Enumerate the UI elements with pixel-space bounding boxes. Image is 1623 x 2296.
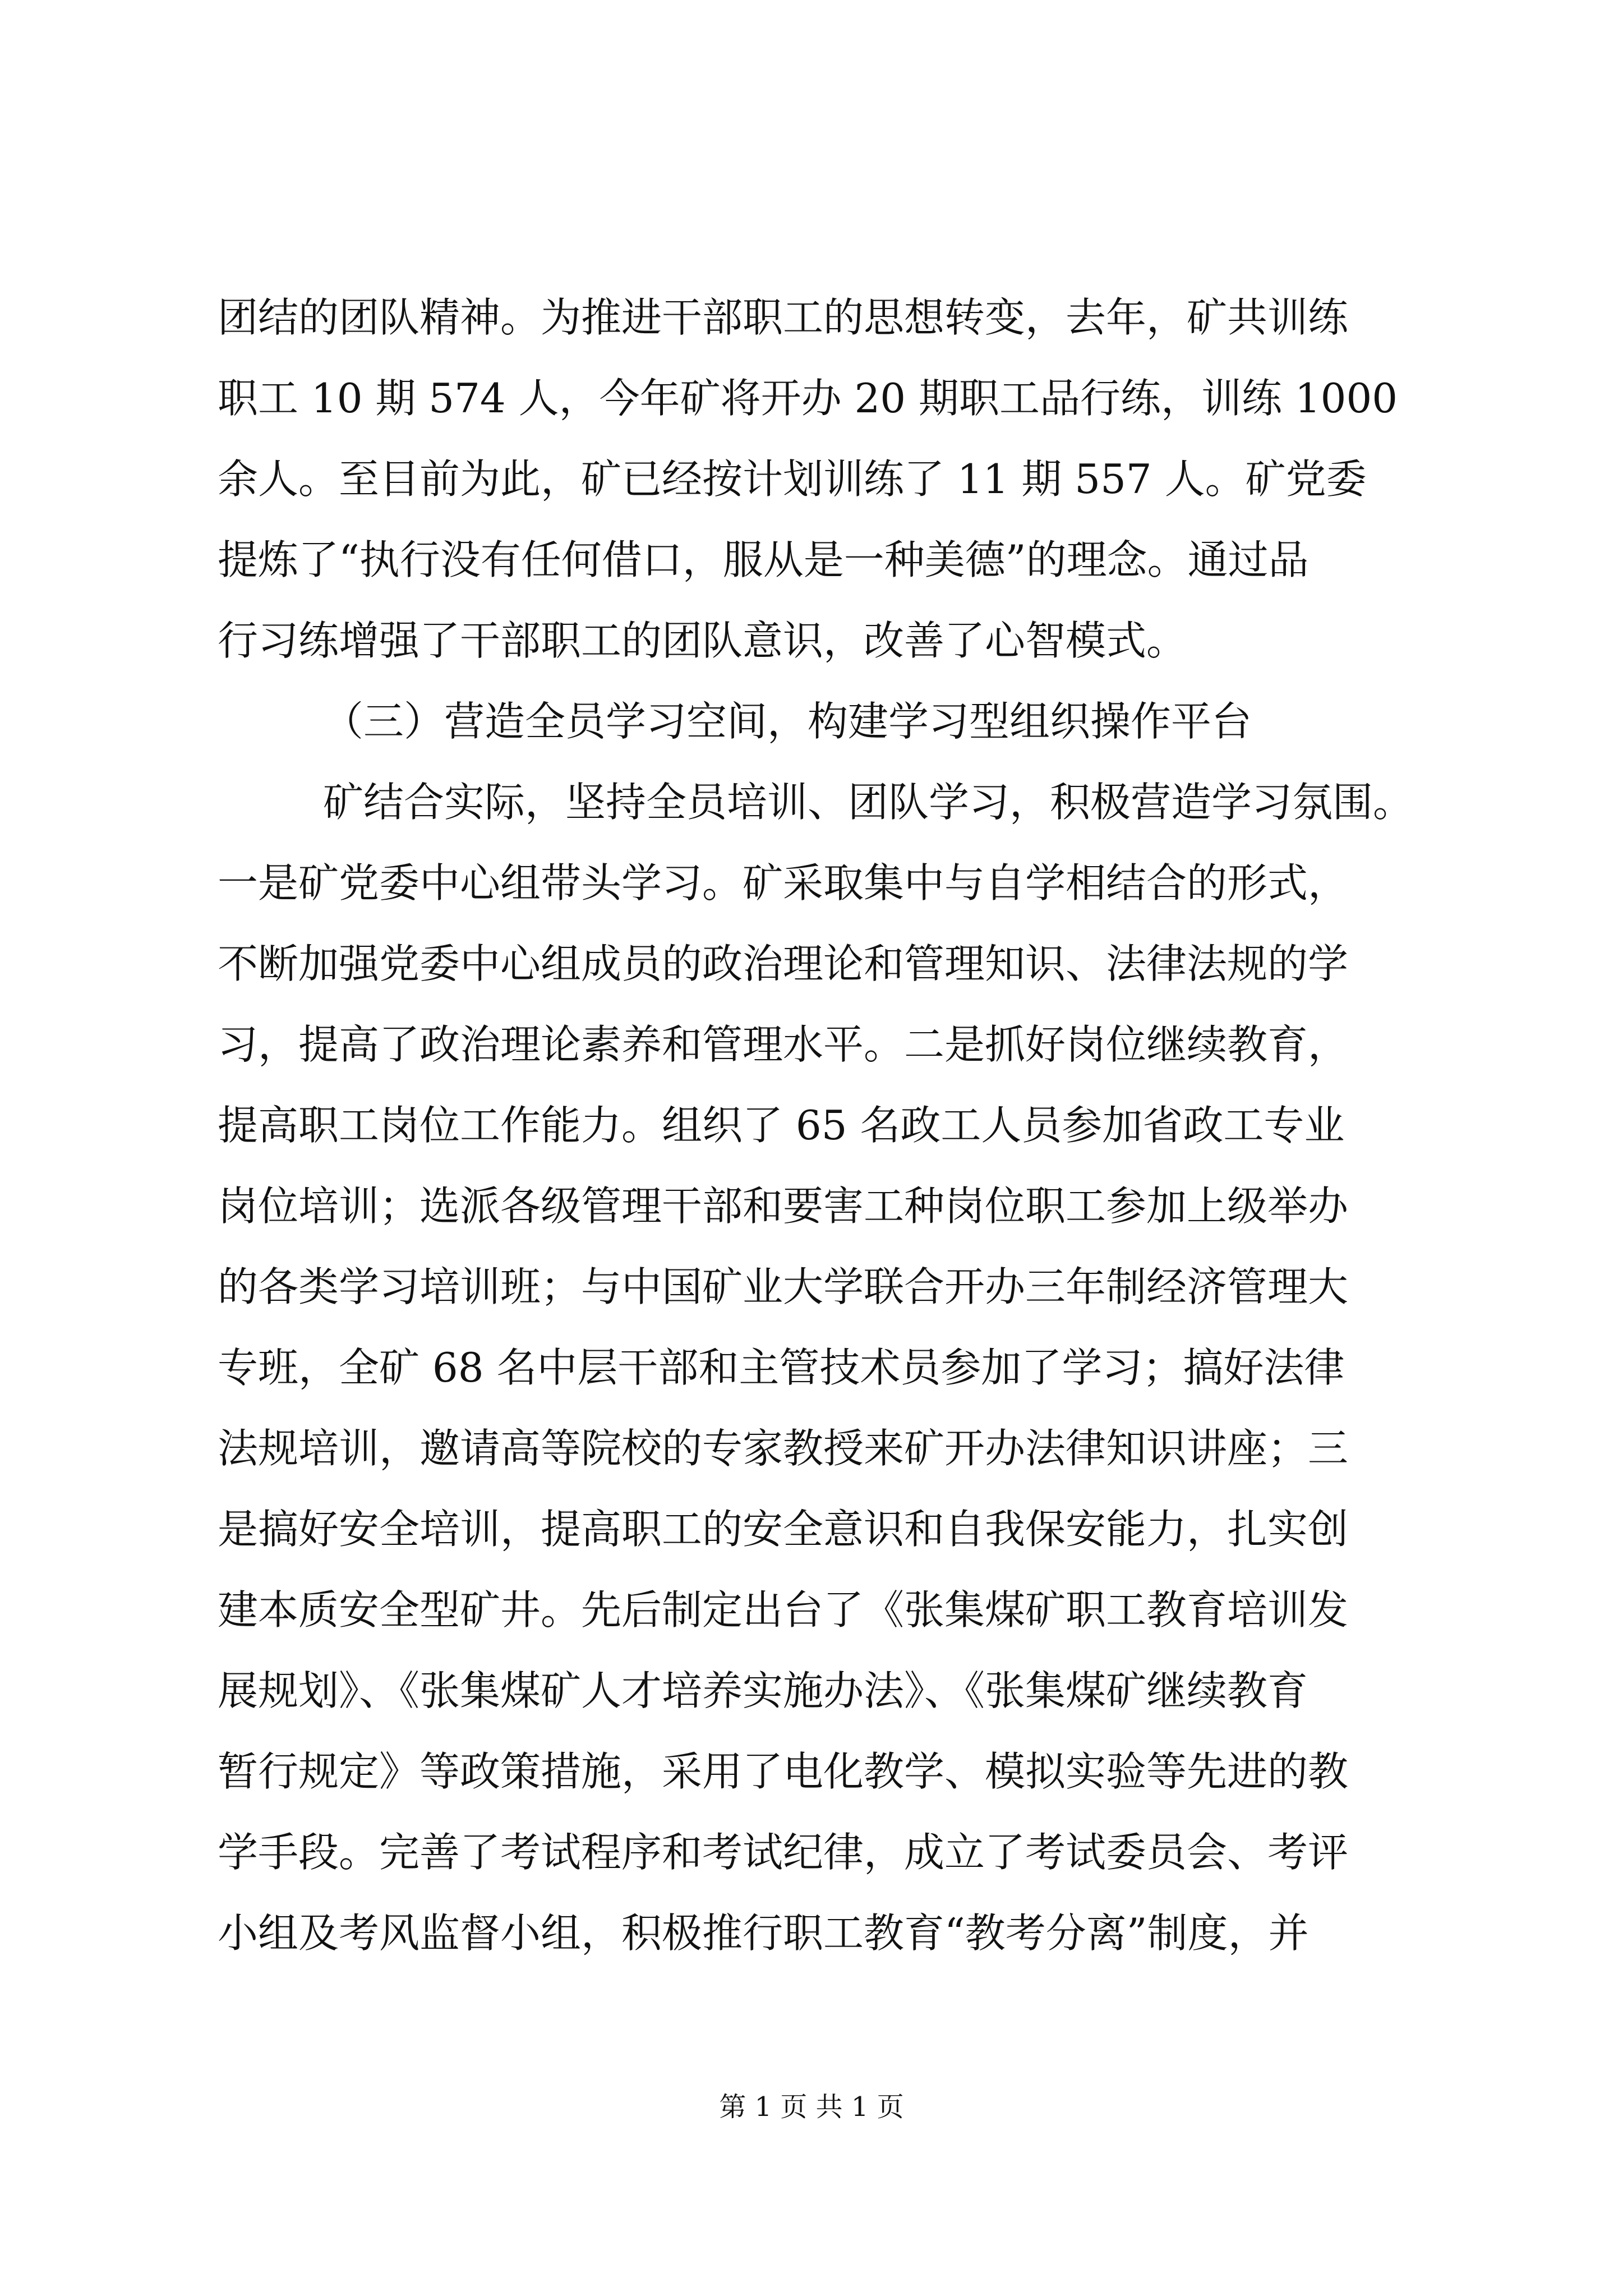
page-number: 第 1 页 共 1 页 xyxy=(719,2091,904,2123)
text-line: 专班，全矿 68 名中层干部和主管技术员参加了学习；搞好法律 xyxy=(218,1344,1345,1391)
text-line: 学手段。完善了考试程序和考试纪律，成立了考试委员会、考评 xyxy=(218,1829,1349,1876)
text-line: 提高职工岗位工作能力。组织了 65 名政工人员参加省政工专业 xyxy=(218,1102,1345,1149)
text-line: 余人。至目前为此，矿已经按计划训练了 11 期 557 人。矿党委 xyxy=(218,455,1367,503)
text-line: 团结的团队精神。为推进干部职工的思想转变，去年，矿共训练 xyxy=(218,294,1349,341)
text-line: 是搞好安全培训，提高职工的安全意识和自我保安能力，扎实创 xyxy=(218,1506,1349,1553)
section-heading: （三）营造全员学习空间，构建学习型组织操作平台 xyxy=(323,698,1252,745)
text-line: 一是矿党委中心组带头学习。矿采取集中与自学相结合的形式， xyxy=(218,859,1349,907)
text-line: 行习练增强了干部职工的团队意识，改善了心智模式。 xyxy=(218,617,1187,664)
page-footer xyxy=(0,2090,1623,2124)
text-line: 岗位培训；选派各级管理干部和要害工种岗位职工参加上级举办 xyxy=(218,1182,1349,1230)
text-line: 法规培训，邀请高等院校的专家教授来矿开办法律知识讲座；三 xyxy=(218,1425,1349,1472)
text-line: 提炼了“执行没有任何借口，服从是一种美德”的理念。通过品 xyxy=(218,536,1309,583)
paragraph-first-line: 矿结合实际，坚持全员培训、团队学习，积极营造学习氛围。 xyxy=(323,779,1414,826)
text-line: 展规划》、《张集煤矿人才培养实施办法》、《张集煤矿继续教育 xyxy=(218,1667,1308,1714)
text-line: 暂行规定》等政策措施，采用了电化教学、模拟实验等先进的教 xyxy=(218,1748,1349,1795)
text-line: 建本质安全型矿井。先后制定出台了《张集煤矿职工教育培训发 xyxy=(218,1586,1349,1634)
text-line: 职工 10 期 574 人，今年矿将开办 20 期职工品行练，训练 1000 xyxy=(218,375,1398,422)
text-line: 的各类学习培训班；与中国矿业大学联合开办三年制经济管理大 xyxy=(218,1263,1349,1310)
body-text xyxy=(218,277,1429,1973)
text-line: 习，提高了政治理论素养和管理水平。二是抓好岗位继续教育， xyxy=(218,1021,1349,1068)
text-line: 不断加强党委中心组成员的政治理论和管理知识、法律法规的学 xyxy=(218,940,1349,987)
text-line: 小组及考风监督小组，积极推行职工教育“教考分离”制度，并 xyxy=(218,1910,1309,1957)
